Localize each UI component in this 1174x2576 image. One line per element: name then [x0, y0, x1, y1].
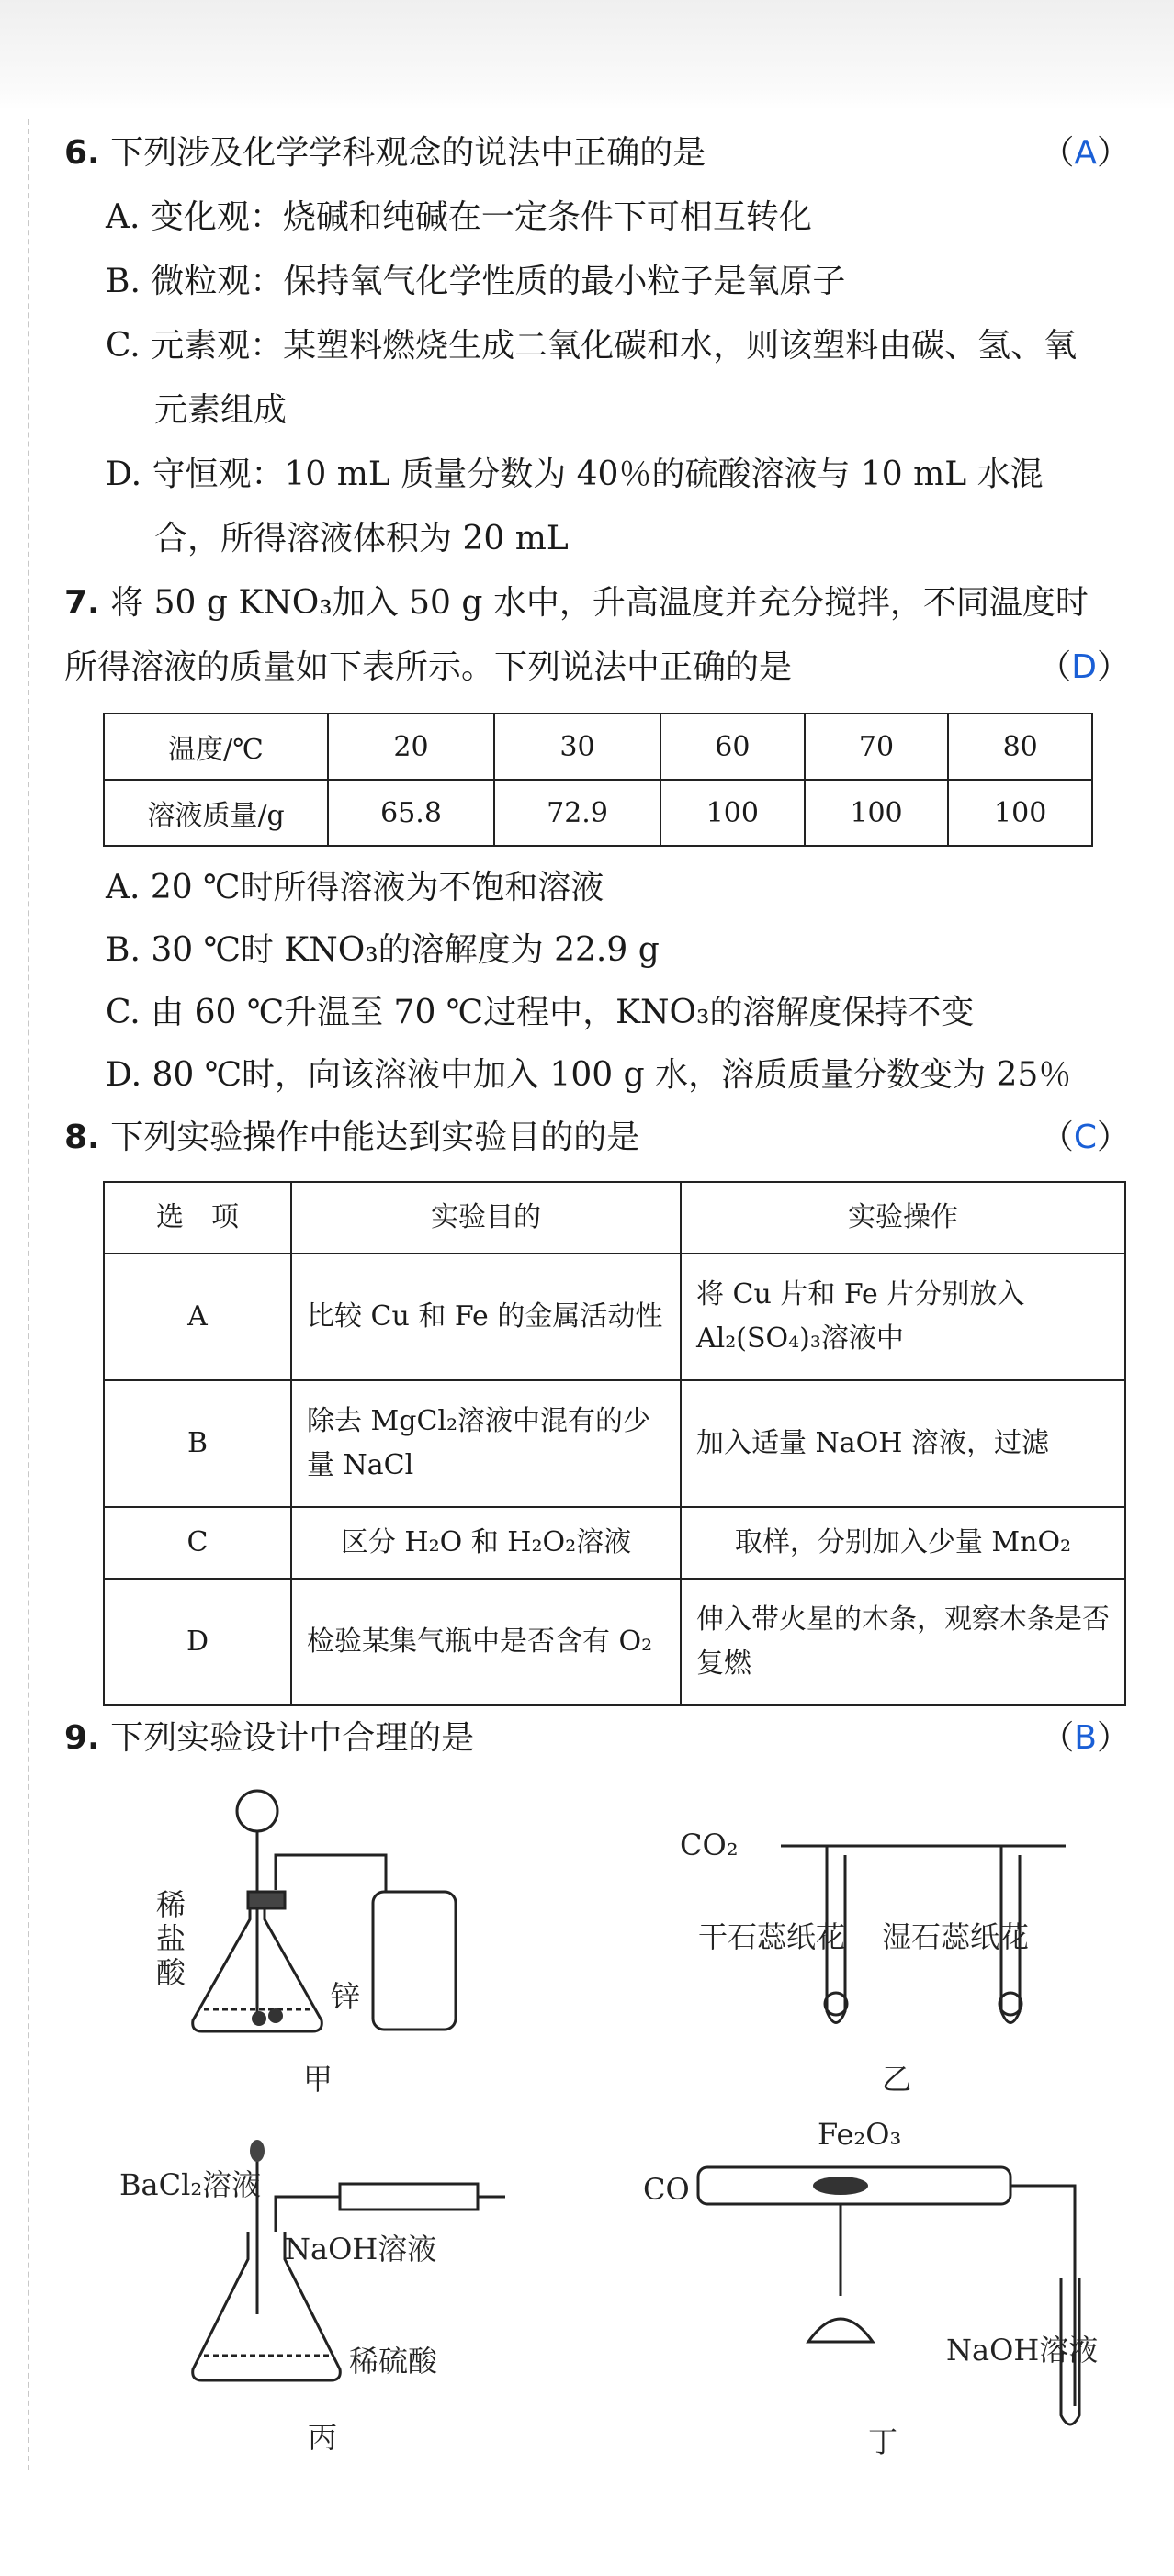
q7-option-a: A. 20 ℃时所得溶液为不饱和溶液 — [106, 869, 604, 906]
q6-option-c: C. 元素观：某塑料燃烧生成二氧化碳和水，则该塑料由碳、氢、氧 — [106, 327, 1078, 365]
q8-cell-option: A — [104, 1254, 291, 1380]
q8-cell-operation: 加入适量 NaOH 溶液，过滤 — [681, 1380, 1125, 1507]
q7-number: 7. — [64, 584, 100, 622]
q6-number: 6. — [64, 134, 100, 172]
yi-caption: 乙 — [882, 2062, 912, 2097]
ding-solid-label: Fe₂O₃ — [818, 2117, 902, 2152]
figure-jia — [138, 1782, 505, 2112]
funnel-bulb — [237, 1791, 277, 1831]
gas-bottle — [373, 1892, 456, 2030]
figure-yi — [671, 1800, 1130, 2112]
binding-margin-line — [28, 119, 29, 2470]
q8-row-d — [104, 1579, 1125, 1705]
q6-option-d: D. 守恒观：10 mL 质量分数为 40％的硫酸溶液与 10 mL 水混 — [106, 456, 1044, 493]
q7-mass-cell: 100 — [805, 780, 949, 846]
q7-table-row-mass — [104, 780, 1092, 846]
q8-cell-operation: 将 Cu 片和 Fe 片分别放入 Al₂(SO₄)₃溶液中 — [681, 1254, 1125, 1380]
q8-row-c — [104, 1507, 1125, 1579]
q6-answer: （A） — [1041, 134, 1130, 172]
q8-cell-purpose: 除去 MgCl₂溶液中混有的少量 NaCl — [291, 1380, 681, 1507]
q7-stem-line1 — [64, 582, 1130, 624]
jia-caption: 甲 — [303, 2062, 333, 2097]
q8-stem — [64, 1117, 1130, 1159]
q8-cell-purpose: 区分 H₂O 和 H₂O₂溶液 — [291, 1507, 681, 1579]
outlet-tube — [1010, 2186, 1075, 2406]
q7-row1-header: 温度/℃ — [104, 714, 328, 780]
q8-cell-operation: 伸入带火星的木条，观察木条是否复燃 — [681, 1579, 1125, 1705]
q8-answer: （C） — [1040, 1119, 1130, 1156]
figure-ding — [643, 2112, 1139, 2470]
q8-row-b — [104, 1380, 1125, 1507]
q8-header-purpose: 实验目的 — [291, 1182, 681, 1254]
q9-stem — [64, 1717, 1130, 1760]
q6-option-c-cont: 元素组成 — [154, 391, 288, 429]
q6-stem — [64, 132, 1130, 174]
q7-stem-line2 — [64, 647, 1130, 689]
q8-cell-option: C — [104, 1507, 291, 1579]
q6-option-a: A. 变化观：烧碱和纯碱在一定条件下可相互转化 — [106, 198, 812, 236]
fe2o3-powder — [813, 2177, 868, 2195]
ding-gas-label: CO — [643, 2172, 690, 2207]
q7-option-c: C. 由 60 ℃升温至 70 ℃过程中，KNO₃的溶解度保持不变 — [106, 994, 975, 1031]
q7-mass-cell: 72.9 — [494, 780, 660, 846]
q6-option-d-cont: 合，所得溶液体积为 20 mL — [154, 520, 569, 557]
jia-acid-label-1: 稀 — [156, 1887, 186, 1922]
q7-temp-cell: 70 — [805, 714, 949, 780]
zinc-granule — [268, 2008, 283, 2023]
q8-cell-purpose: 检验某集气瓶中是否含有 O₂ — [291, 1579, 681, 1705]
bing-syringe-label: NaOH溶液 — [285, 2232, 437, 2267]
figure-bing — [119, 2131, 524, 2470]
q7-stem-text1: 将 50 g KNO₃加入 50 g 水中，升高温度并充分搅拌，不同温度时 — [110, 584, 1089, 622]
bing-acid-label: 稀硫酸 — [349, 2344, 438, 2379]
q7-stem-text2: 所得溶液的质量如下表所示。下列说法中正确的是 — [64, 648, 793, 686]
q8-cell-purpose: 比较 Cu 和 Fe 的金属活动性 — [291, 1254, 681, 1380]
q9-stem-text: 下列实验设计中合理的是 — [110, 1719, 475, 1757]
jia-acid-label-3: 酸 — [156, 1955, 186, 1990]
stopper — [248, 1892, 285, 1908]
top-margin — [0, 0, 1174, 110]
q8-stem-text: 下列实验操作中能达到实验目的的是 — [110, 1119, 640, 1156]
q8-cell-option: B — [104, 1380, 291, 1507]
alcohol-lamp — [808, 2319, 873, 2342]
yi-gas-label: CO₂ — [680, 1828, 739, 1862]
q7-option-d: D. 80 ℃时，向该溶液中加入 100 g 水，溶质质量分数变为 25％ — [106, 1056, 1072, 1094]
q8-header-option: 选 项 — [104, 1182, 291, 1254]
q6-option-b: B. 微粒观：保持氧气化学性质的最小粒子是氧原子 — [106, 263, 846, 300]
bing-reagent-label: BaCl₂溶液 — [119, 2167, 262, 2202]
zinc-granule — [252, 2011, 266, 2026]
q7-temp-cell: 60 — [660, 714, 805, 780]
yi-wet-label: 湿石蕊纸花 — [882, 1919, 1030, 1954]
q6-stem-text: 下列涉及化学学科观念的说法中正确的是 — [110, 134, 706, 172]
q8-cell-operation: 取样，分别加入少量 MnO₂ — [681, 1507, 1125, 1579]
dry-litmus-flower — [825, 1993, 847, 2015]
q7-temp-cell: 80 — [948, 714, 1092, 780]
side-tube — [276, 2197, 340, 2232]
q7-option-b: B. 30 ℃时 KNO₃的溶解度为 22.9 g — [106, 931, 660, 969]
ding-absorber-label: NaOH溶液 — [946, 2333, 1099, 2368]
q7-mass-cell: 65.8 — [328, 780, 494, 846]
q7-table — [103, 713, 1093, 847]
q7-temp-cell: 20 — [328, 714, 494, 780]
bing-caption: 丙 — [308, 2420, 338, 2455]
q8-header-operation: 实验操作 — [681, 1182, 1125, 1254]
q8-row-a — [104, 1254, 1125, 1380]
q7-temp-cell: 30 — [494, 714, 660, 780]
q9-number: 9. — [64, 1719, 100, 1757]
delivery-tube — [276, 1855, 386, 1892]
q8-table — [103, 1181, 1126, 1706]
q8-cell-option: D — [104, 1579, 291, 1705]
ding-caption: 丁 — [868, 2424, 898, 2459]
jia-metal-label: 锌 — [331, 1979, 361, 2014]
q7-mass-cell: 100 — [660, 780, 805, 846]
q7-answer: （D） — [1038, 648, 1130, 686]
wet-litmus-flower — [999, 1993, 1022, 2015]
dropper-bulb — [250, 2140, 265, 2162]
q7-mass-cell: 100 — [948, 780, 1092, 846]
jia-acid-label-2: 盐 — [156, 1921, 186, 1956]
syringe — [340, 2184, 478, 2210]
q7-table-row-temperature — [104, 714, 1092, 780]
q7-row2-header: 溶液质量/g — [104, 780, 328, 846]
q8-table-header — [104, 1182, 1125, 1254]
yi-dry-label: 干石蕊纸花 — [698, 1919, 846, 1954]
q8-number: 8. — [64, 1119, 100, 1156]
q9-answer: （B） — [1041, 1719, 1130, 1757]
